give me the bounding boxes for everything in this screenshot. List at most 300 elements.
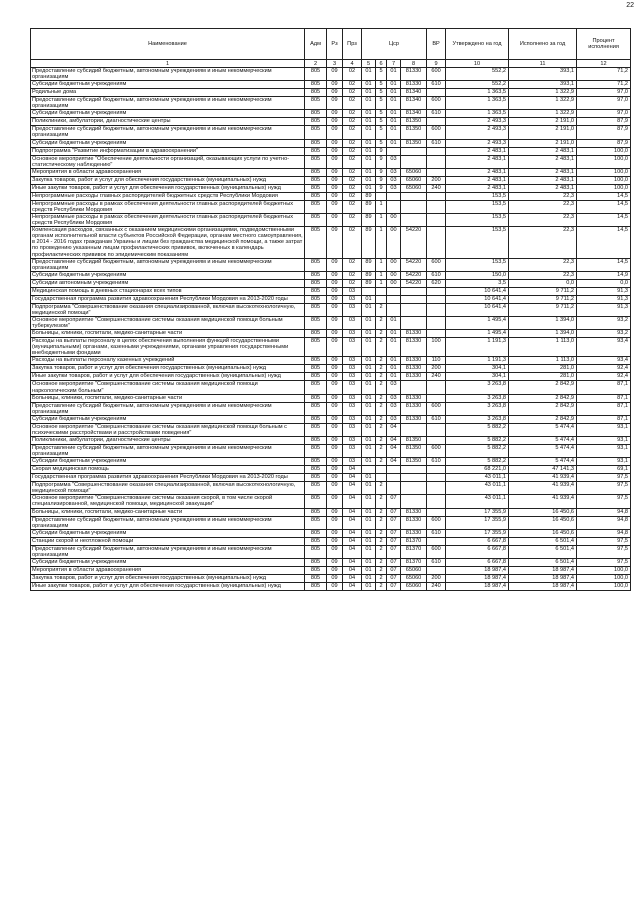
cell-csr-program: 89 bbox=[362, 258, 376, 271]
cell-executed: 41 939,4 bbox=[509, 495, 577, 508]
cell-adm: 805 bbox=[305, 445, 327, 458]
cell-csr-event: 01 bbox=[387, 338, 401, 357]
cell-name: Субсидии автономным учреждениям bbox=[31, 279, 305, 287]
cell-name: Субсидии бюджетным учреждениям bbox=[31, 81, 305, 89]
cell-csr-event: 00 bbox=[387, 258, 401, 271]
cell-csr-subprogram: 2 bbox=[376, 423, 387, 436]
cell-csr-direction bbox=[401, 155, 427, 168]
cell-csr-direction: 81330 bbox=[401, 373, 427, 381]
cell-csr-subprogram: 1 bbox=[376, 227, 387, 258]
cell-csr-direction: 81330 bbox=[401, 516, 427, 529]
cell-approved: 2 493,3 bbox=[446, 139, 509, 147]
cell-approved: 18 987,4 bbox=[446, 582, 509, 590]
cell-percent: 87,1 bbox=[577, 381, 631, 394]
table-row bbox=[31, 192, 631, 200]
cell-vr: 610 bbox=[427, 558, 446, 566]
cell-csr-subprogram bbox=[376, 295, 387, 303]
cell-csr-event: 04 bbox=[387, 458, 401, 466]
cell-csr-event: 01 bbox=[387, 118, 401, 126]
cell-adm: 805 bbox=[305, 537, 327, 545]
cell-csr-event: 03 bbox=[387, 415, 401, 423]
cell-vr: 600 bbox=[427, 516, 446, 529]
cell-csr-subprogram: 2 bbox=[376, 482, 387, 495]
header-name: Наименование bbox=[31, 29, 305, 60]
cell-csr-program: 01 bbox=[362, 316, 376, 329]
cell-adm: 805 bbox=[305, 574, 327, 582]
cell-rz: 09 bbox=[327, 168, 343, 176]
cell-csr-subprogram bbox=[376, 466, 387, 474]
cell-vr: 240 bbox=[427, 373, 446, 381]
cell-vr bbox=[427, 466, 446, 474]
cell-rz: 09 bbox=[327, 176, 343, 184]
cell-prz: 03 bbox=[343, 295, 362, 303]
cell-csr-subprogram: 5 bbox=[376, 126, 387, 139]
cell-executed: 22,3 bbox=[509, 200, 577, 213]
cell-approved: 552,2 bbox=[446, 81, 509, 89]
table-row bbox=[31, 139, 631, 147]
table-row bbox=[31, 118, 631, 126]
cell-prz: 03 bbox=[343, 458, 362, 466]
cell-prz: 02 bbox=[343, 258, 362, 271]
cell-percent: 87,9 bbox=[577, 126, 631, 139]
cell-percent: 87,1 bbox=[577, 415, 631, 423]
cell-csr-program: 01 bbox=[362, 168, 376, 176]
cell-approved: 153,5 bbox=[446, 200, 509, 213]
cell-rz: 09 bbox=[327, 381, 343, 394]
cell-executed: 1 394,0 bbox=[509, 330, 577, 338]
cell-adm: 805 bbox=[305, 458, 327, 466]
cell-vr: 240 bbox=[427, 582, 446, 590]
cell-csr-event: 07 bbox=[387, 582, 401, 590]
cell-adm: 805 bbox=[305, 147, 327, 155]
cell-prz: 03 bbox=[343, 338, 362, 357]
cell-csr-program: 89 bbox=[362, 213, 376, 226]
cell-csr-direction bbox=[401, 213, 427, 226]
cell-csr-direction: 81350 bbox=[401, 118, 427, 126]
cell-csr-subprogram: 2 bbox=[376, 574, 387, 582]
cell-csr-program: 01 bbox=[362, 545, 376, 558]
table-row bbox=[31, 558, 631, 566]
cell-csr-event: 00 bbox=[387, 213, 401, 226]
table-row bbox=[31, 81, 631, 89]
cell-csr-program: 01 bbox=[362, 394, 376, 402]
table-row bbox=[31, 97, 631, 110]
cell-csr-direction: 81330 bbox=[401, 330, 427, 338]
cell-csr-direction bbox=[401, 147, 427, 155]
cell-vr bbox=[427, 155, 446, 168]
cell-csr-program: 01 bbox=[362, 415, 376, 423]
cell-adm: 805 bbox=[305, 118, 327, 126]
cell-rz: 09 bbox=[327, 365, 343, 373]
cell-name: Подпрограмма "Совершенствование оказания специализированной, включая высокотехнологичную, медицинской помощи" bbox=[31, 303, 305, 316]
cell-prz: 02 bbox=[343, 213, 362, 226]
cell-executed: 9 711,2 bbox=[509, 295, 577, 303]
cell-csr-program: 01 bbox=[362, 458, 376, 466]
cell-percent: 100,0 bbox=[577, 155, 631, 168]
cell-csr-event: 01 bbox=[387, 81, 401, 89]
table-row bbox=[31, 68, 631, 81]
cell-rz: 09 bbox=[327, 81, 343, 89]
cell-rz: 09 bbox=[327, 227, 343, 258]
table-row bbox=[31, 566, 631, 574]
cell-csr-subprogram: 2 bbox=[376, 402, 387, 415]
cell-csr-event: 00 bbox=[387, 227, 401, 258]
table-row bbox=[31, 466, 631, 474]
cell-percent: 93,2 bbox=[577, 330, 631, 338]
cell-name: Предоставление субсидий бюджетным, автономным учреждениям и иным некоммерческим организациям bbox=[31, 402, 305, 415]
cell-rz: 09 bbox=[327, 258, 343, 271]
cell-prz: 04 bbox=[343, 474, 362, 482]
cell-percent: 97,0 bbox=[577, 97, 631, 110]
cell-approved: 150,0 bbox=[446, 271, 509, 279]
table-row bbox=[31, 357, 631, 365]
cell-percent: 69,1 bbox=[577, 466, 631, 474]
cell-executed: 18 987,4 bbox=[509, 566, 577, 574]
cell-csr-subprogram: 2 bbox=[376, 529, 387, 537]
cell-prz: 02 bbox=[343, 271, 362, 279]
cell-csr-subprogram: 2 bbox=[376, 415, 387, 423]
cell-name: Субсидии бюджетным учреждениям bbox=[31, 415, 305, 423]
cell-rz: 09 bbox=[327, 495, 343, 508]
cell-adm: 805 bbox=[305, 155, 327, 168]
cell-percent: 14,5 bbox=[577, 258, 631, 271]
cell-percent: 93,1 bbox=[577, 445, 631, 458]
cell-adm: 805 bbox=[305, 176, 327, 184]
table-row bbox=[31, 495, 631, 508]
header-csr: Цср bbox=[362, 29, 427, 60]
cell-vr bbox=[427, 394, 446, 402]
cell-vr bbox=[427, 474, 446, 482]
cell-csr-direction: 81330 bbox=[401, 415, 427, 423]
column-number: 11 bbox=[509, 60, 577, 68]
cell-approved: 10 641,4 bbox=[446, 287, 509, 295]
cell-vr: 600 bbox=[427, 402, 446, 415]
cell-percent: 100,0 bbox=[577, 574, 631, 582]
cell-prz: 02 bbox=[343, 168, 362, 176]
table-row bbox=[31, 437, 631, 445]
cell-csr-direction: 65060 bbox=[401, 566, 427, 574]
cell-csr-program: 01 bbox=[362, 338, 376, 357]
cell-csr-subprogram: 5 bbox=[376, 110, 387, 118]
cell-name: Расходы на выплаты персоналу в целях обеспечения выполнения функций государственными (муниципальными) органами, казенными учреждениями, органами управления государственными внебюджетными фондами bbox=[31, 338, 305, 357]
cell-adm: 805 bbox=[305, 402, 327, 415]
cell-csr-direction: 81370 bbox=[401, 545, 427, 558]
cell-csr-subprogram: 2 bbox=[376, 495, 387, 508]
cell-rz: 09 bbox=[327, 147, 343, 155]
table-row bbox=[31, 110, 631, 118]
cell-prz: 04 bbox=[343, 466, 362, 474]
cell-approved: 1 363,5 bbox=[446, 110, 509, 118]
table-row bbox=[31, 168, 631, 176]
cell-percent: 91,3 bbox=[577, 287, 631, 295]
cell-executed: 281,0 bbox=[509, 373, 577, 381]
cell-csr-subprogram: 2 bbox=[376, 582, 387, 590]
cell-approved: 1 363,5 bbox=[446, 89, 509, 97]
cell-prz: 02 bbox=[343, 139, 362, 147]
cell-prz: 03 bbox=[343, 415, 362, 423]
cell-approved: 3 263,8 bbox=[446, 402, 509, 415]
cell-vr bbox=[427, 423, 446, 436]
cell-vr: 610 bbox=[427, 529, 446, 537]
cell-vr: 610 bbox=[427, 110, 446, 118]
cell-csr-direction: 65060 bbox=[401, 176, 427, 184]
cell-approved: 2 483,1 bbox=[446, 184, 509, 192]
cell-csr-program: 01 bbox=[362, 97, 376, 110]
cell-percent: 97,5 bbox=[577, 545, 631, 558]
cell-name: Основное мероприятие "Совершенствование системы оказания медицинской помощи наркологическим больным" bbox=[31, 381, 305, 394]
cell-percent: 14,5 bbox=[577, 200, 631, 213]
cell-rz: 09 bbox=[327, 466, 343, 474]
cell-adm: 805 bbox=[305, 316, 327, 329]
cell-csr-program: 01 bbox=[362, 118, 376, 126]
cell-percent: 87,9 bbox=[577, 118, 631, 126]
cell-adm: 805 bbox=[305, 437, 327, 445]
cell-percent: 97,0 bbox=[577, 89, 631, 97]
cell-rz: 09 bbox=[327, 295, 343, 303]
cell-approved: 3,5 bbox=[446, 279, 509, 287]
table-row bbox=[31, 474, 631, 482]
cell-percent: 14,5 bbox=[577, 213, 631, 226]
cell-rz: 09 bbox=[327, 287, 343, 295]
cell-name: Основное мероприятие "Совершенствование системы оказания скорой, в том числе скорой специализированной, медицинской помощи, медицинской эвакуации" bbox=[31, 495, 305, 508]
cell-rz: 09 bbox=[327, 126, 343, 139]
cell-approved: 3 263,8 bbox=[446, 415, 509, 423]
cell-executed: 2 842,9 bbox=[509, 394, 577, 402]
cell-rz: 09 bbox=[327, 537, 343, 545]
cell-name: Субсидии бюджетным учреждениям bbox=[31, 529, 305, 537]
cell-csr-event bbox=[387, 200, 401, 213]
table-row bbox=[31, 516, 631, 529]
cell-prz: 04 bbox=[343, 516, 362, 529]
cell-approved: 10 641,4 bbox=[446, 303, 509, 316]
cell-executed: 22,3 bbox=[509, 258, 577, 271]
cell-name: Субсидии бюджетным учреждениям bbox=[31, 458, 305, 466]
cell-approved: 17 355,9 bbox=[446, 516, 509, 529]
cell-adm: 805 bbox=[305, 287, 327, 295]
cell-executed: 6 501,4 bbox=[509, 558, 577, 566]
cell-name: Родильные дома bbox=[31, 89, 305, 97]
cell-csr-program bbox=[362, 287, 376, 295]
cell-approved: 2 483,1 bbox=[446, 176, 509, 184]
cell-rz: 09 bbox=[327, 97, 343, 110]
cell-csr-event: 01 bbox=[387, 373, 401, 381]
cell-csr-program: 01 bbox=[362, 295, 376, 303]
cell-csr-program: 01 bbox=[362, 303, 376, 316]
cell-csr-program: 01 bbox=[362, 482, 376, 495]
column-number: 2 bbox=[305, 60, 327, 68]
table-row bbox=[31, 445, 631, 458]
cell-csr-event: 03 bbox=[387, 155, 401, 168]
cell-name: Иные закупки товаров, работ и услуг для обеспечения государственных (муниципальных) нужд bbox=[31, 184, 305, 192]
cell-approved: 1 363,5 bbox=[446, 97, 509, 110]
cell-adm: 805 bbox=[305, 558, 327, 566]
cell-rz: 09 bbox=[327, 566, 343, 574]
table-row bbox=[31, 330, 631, 338]
cell-adm: 805 bbox=[305, 279, 327, 287]
cell-name: Закупка товаров, работ и услуг для обеспечения государственных (муниципальных) нужд bbox=[31, 574, 305, 582]
cell-adm: 805 bbox=[305, 330, 327, 338]
cell-approved: 2 483,1 bbox=[446, 168, 509, 176]
column-number: 3 bbox=[327, 60, 343, 68]
cell-rz: 09 bbox=[327, 110, 343, 118]
cell-prz: 02 bbox=[343, 155, 362, 168]
cell-csr-program: 01 bbox=[362, 68, 376, 81]
cell-rz: 09 bbox=[327, 338, 343, 357]
cell-prz: 02 bbox=[343, 68, 362, 81]
cell-name: Иные закупки товаров, работ и услуг для обеспечения государственных (муниципальных) нужд bbox=[31, 582, 305, 590]
cell-approved: 2 493,3 bbox=[446, 118, 509, 126]
cell-csr-subprogram: 2 bbox=[376, 558, 387, 566]
cell-vr bbox=[427, 168, 446, 176]
cell-name: Медицинская помощь в дневных стационарах всех типов bbox=[31, 287, 305, 295]
cell-csr-direction: 81350 bbox=[401, 458, 427, 466]
cell-vr: 610 bbox=[427, 415, 446, 423]
cell-csr-event bbox=[387, 466, 401, 474]
cell-csr-direction: 81350 bbox=[401, 139, 427, 147]
cell-csr-program: 89 bbox=[362, 271, 376, 279]
cell-csr-direction: 81340 bbox=[401, 89, 427, 97]
cell-adm: 805 bbox=[305, 365, 327, 373]
cell-adm: 805 bbox=[305, 508, 327, 516]
cell-percent: 100,0 bbox=[577, 566, 631, 574]
cell-name: Непрограммные расходы в рамках обеспечения деятельности главных распорядителей бюджетных средств Республики Мордовия bbox=[31, 200, 305, 213]
cell-adm: 805 bbox=[305, 566, 327, 574]
cell-rz: 09 bbox=[327, 279, 343, 287]
cell-csr-event: 03 bbox=[387, 394, 401, 402]
cell-adm: 805 bbox=[305, 482, 327, 495]
cell-csr-program: 89 bbox=[362, 200, 376, 213]
cell-csr-program: 89 bbox=[362, 279, 376, 287]
cell-csr-subprogram: 9 bbox=[376, 147, 387, 155]
cell-approved: 153,5 bbox=[446, 258, 509, 271]
column-number: 6 bbox=[376, 60, 387, 68]
cell-rz: 09 bbox=[327, 458, 343, 466]
cell-approved: 304,1 bbox=[446, 365, 509, 373]
cell-csr-event: 00 bbox=[387, 279, 401, 287]
cell-prz: 02 bbox=[343, 227, 362, 258]
cell-csr-direction: 81370 bbox=[401, 537, 427, 545]
cell-name: Расходы на выплаты персоналу казенных учреждений bbox=[31, 357, 305, 365]
cell-vr bbox=[427, 287, 446, 295]
cell-vr bbox=[427, 213, 446, 226]
cell-csr-subprogram: 9 bbox=[376, 168, 387, 176]
cell-executed: 5 474,4 bbox=[509, 458, 577, 466]
cell-rz: 09 bbox=[327, 402, 343, 415]
cell-prz: 04 bbox=[343, 529, 362, 537]
table-row bbox=[31, 155, 631, 168]
cell-vr bbox=[427, 508, 446, 516]
cell-vr bbox=[427, 437, 446, 445]
cell-prz: 02 bbox=[343, 81, 362, 89]
table-row bbox=[31, 279, 631, 287]
cell-csr-subprogram: 9 bbox=[376, 176, 387, 184]
cell-executed: 22,3 bbox=[509, 213, 577, 226]
column-number: 5 bbox=[362, 60, 376, 68]
cell-adm: 805 bbox=[305, 258, 327, 271]
cell-csr-subprogram: 2 bbox=[376, 316, 387, 329]
cell-csr-subprogram: 2 bbox=[376, 394, 387, 402]
cell-prz: 02 bbox=[343, 147, 362, 155]
cell-executed: 16 450,6 bbox=[509, 516, 577, 529]
cell-executed: 1 113,0 bbox=[509, 338, 577, 357]
cell-csr-subprogram: 9 bbox=[376, 155, 387, 168]
cell-csr-subprogram: 2 bbox=[376, 537, 387, 545]
cell-vr: 600 bbox=[427, 258, 446, 271]
cell-adm: 805 bbox=[305, 545, 327, 558]
column-number: 4 bbox=[343, 60, 362, 68]
cell-vr: 610 bbox=[427, 271, 446, 279]
cell-csr-direction: 81370 bbox=[401, 558, 427, 566]
cell-vr: 620 bbox=[427, 279, 446, 287]
cell-csr-event: 01 bbox=[387, 316, 401, 329]
cell-approved: 2 483,1 bbox=[446, 155, 509, 168]
cell-percent: 94,8 bbox=[577, 508, 631, 516]
cell-vr: 110 bbox=[427, 357, 446, 365]
cell-executed: 18 987,4 bbox=[509, 574, 577, 582]
cell-executed: 41 939,4 bbox=[509, 482, 577, 495]
cell-prz: 02 bbox=[343, 184, 362, 192]
cell-adm: 805 bbox=[305, 89, 327, 97]
cell-executed: 1 113,0 bbox=[509, 357, 577, 365]
cell-csr-event bbox=[387, 147, 401, 155]
cell-percent: 0,0 bbox=[577, 279, 631, 287]
header-approved: Утверждено на год bbox=[446, 29, 509, 60]
cell-csr-direction: 54220 bbox=[401, 227, 427, 258]
cell-adm: 805 bbox=[305, 582, 327, 590]
cell-executed: 47 141,3 bbox=[509, 466, 577, 474]
cell-vr bbox=[427, 89, 446, 97]
cell-executed: 6 501,4 bbox=[509, 545, 577, 558]
cell-csr-event: 04 bbox=[387, 445, 401, 458]
cell-csr-event bbox=[387, 303, 401, 316]
cell-adm: 805 bbox=[305, 394, 327, 402]
cell-vr bbox=[427, 295, 446, 303]
cell-rz: 09 bbox=[327, 474, 343, 482]
cell-csr-program: 01 bbox=[362, 89, 376, 97]
cell-name: Предоставление субсидий бюджетным, автономным учреждениям и иным некоммерческим организациям bbox=[31, 126, 305, 139]
cell-csr-direction: 81330 bbox=[401, 394, 427, 402]
cell-prz: 02 bbox=[343, 200, 362, 213]
cell-csr-program: 01 bbox=[362, 373, 376, 381]
cell-name: Предоставление субсидий бюджетным, автономным учреждениям и иным некоммерческим организациям bbox=[31, 68, 305, 81]
header-adm: Адм bbox=[305, 29, 327, 60]
cell-csr-subprogram: 1 bbox=[376, 258, 387, 271]
cell-csr-program: 01 bbox=[362, 574, 376, 582]
cell-csr-direction: 81330 bbox=[401, 508, 427, 516]
cell-csr-event: 01 bbox=[387, 89, 401, 97]
cell-vr: 240 bbox=[427, 184, 446, 192]
cell-csr-direction: 54220 bbox=[401, 258, 427, 271]
cell-approved: 153,5 bbox=[446, 227, 509, 258]
cell-approved: 5 882,2 bbox=[446, 458, 509, 466]
budget-table-container bbox=[30, 28, 630, 591]
cell-csr-event: 07 bbox=[387, 516, 401, 529]
cell-prz: 02 bbox=[343, 279, 362, 287]
header-row bbox=[31, 29, 631, 60]
table-row bbox=[31, 176, 631, 184]
table-row bbox=[31, 147, 631, 155]
cell-csr-event: 07 bbox=[387, 566, 401, 574]
cell-csr-program: 01 bbox=[362, 184, 376, 192]
cell-csr-subprogram: 2 bbox=[376, 373, 387, 381]
cell-csr-event: 03 bbox=[387, 184, 401, 192]
cell-name: Субсидии бюджетным учреждениям bbox=[31, 139, 305, 147]
table-row bbox=[31, 458, 631, 466]
column-number: 8 bbox=[401, 60, 427, 68]
cell-csr-event: 01 bbox=[387, 330, 401, 338]
column-number: 1 bbox=[31, 60, 305, 68]
cell-executed: 0,0 bbox=[509, 279, 577, 287]
